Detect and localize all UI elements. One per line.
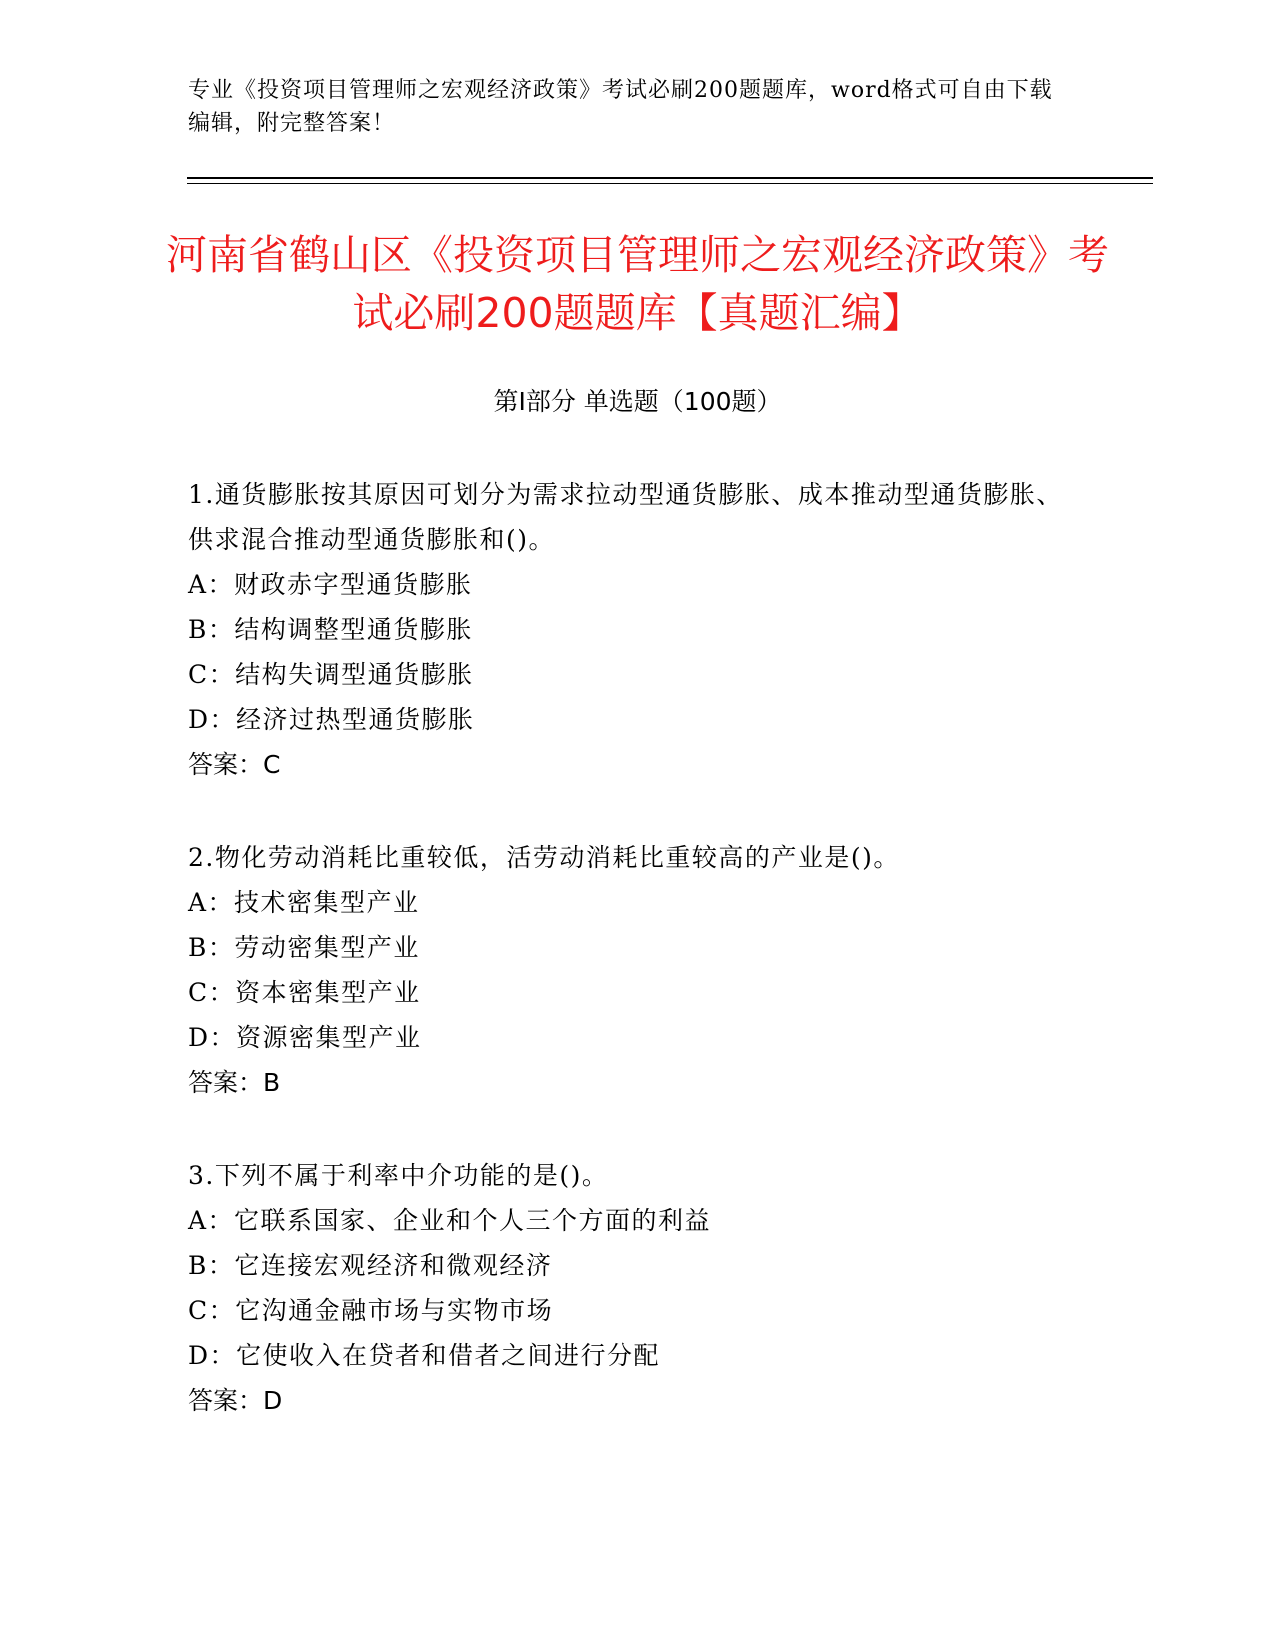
question-block xyxy=(188,835,1088,1105)
header-note: 专业《投资项目管理师之宏观经济政策》考试必刷200题题库，word格式可自由下载编辑，附完整答案！ xyxy=(188,78,1053,136)
section-heading: 第Ⅰ部分 单选题（100题） xyxy=(493,387,782,416)
document-title: 河南省鹤山区《投资项目管理师之宏观经济政策》考试必刷200题题库【真题汇编】 xyxy=(166,231,1109,337)
option-a: A：财政赤字型通货膨胀 xyxy=(188,570,473,599)
question-stem: 2.物化劳动消耗比重较低，活劳动消耗比重较高的产业是()。 xyxy=(188,843,900,872)
option-b: B：劳动密集型产业 xyxy=(188,933,420,962)
header-divider-thin xyxy=(187,183,1153,184)
option-a: A：技术密集型产业 xyxy=(188,888,420,917)
option-b: B：它连接宏观经济和微观经济 xyxy=(188,1251,553,1280)
answer-line: 答案：D xyxy=(188,1386,283,1415)
question-stem: 3.下列不属于利率中介功能的是()。 xyxy=(188,1161,609,1190)
option-c: C：资本密集型产业 xyxy=(188,978,421,1007)
answer-line: 答案：B xyxy=(188,1068,281,1097)
option-c: C：它沟通金融市场与实物市场 xyxy=(188,1296,554,1325)
question-block xyxy=(188,472,1088,787)
question-stem: 1.通货膨胀按其原因可划分为需求拉动型通货膨胀、成本推动型通货膨胀、供求混合推动型通货膨胀和()。 xyxy=(188,480,1063,554)
header-divider-thick xyxy=(187,177,1153,179)
option-b: B：结构调整型通货膨胀 xyxy=(188,615,473,644)
option-d: D：资源密集型产业 xyxy=(188,1023,422,1052)
answer-line: 答案：C xyxy=(188,750,281,779)
question-block xyxy=(188,1153,1088,1423)
option-c: C：结构失调型通货膨胀 xyxy=(188,660,474,689)
option-d: D：经济过热型通货膨胀 xyxy=(188,705,475,734)
option-d: D：它使收入在贷者和借者之间进行分配 xyxy=(188,1341,661,1370)
option-a: A：它联系国家、企业和个人三个方面的利益 xyxy=(188,1206,712,1235)
